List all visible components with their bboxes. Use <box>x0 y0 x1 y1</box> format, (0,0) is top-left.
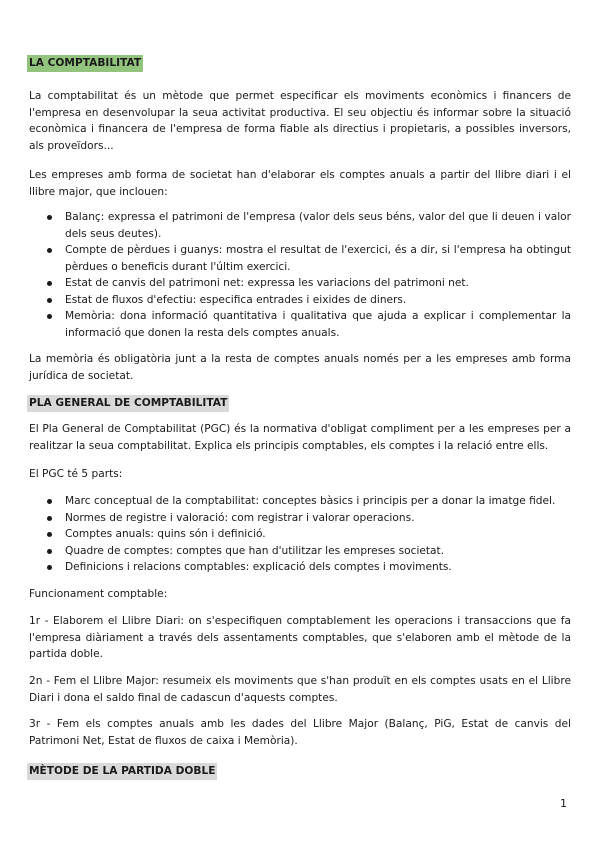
list-item: Memòria: dona informació quantitativa i qualitativa que ajuda a explicar i complementar la informació que donen la resta dels comptes anuals. <box>29 308 571 341</box>
paragraph-step-1: 1r - Elaborem el Llibre Diari: on s'especifiquen comptablement les operacions i transaccions que fa l'empresa diàriament a través dels assentaments comptables, que s'elaboren amb el mètode de la partida doble. <box>29 615 571 660</box>
section-heading-metode: MÈTODE DE LA PARTIDA DOBLE <box>27 763 217 780</box>
paragraph-pgc-parts: El PGC té 5 parts: <box>29 468 123 480</box>
list-comptes-anuals <box>29 209 571 341</box>
list-pgc-parts <box>29 493 571 576</box>
list-item: Comptes anuals: quins són i definició. <box>29 526 571 543</box>
paragraph-pgc: El Pla General de Comptabilitat (PGC) és la normativa d'obligat compliment per a les empreses per a realitzar la seua comptabilitat. Explica els principis comptables, els comptes i la relació entre ells. <box>29 423 571 452</box>
list-item: Estat de canvis del patrimoni net: expressa les variacions del patrimoni net. <box>29 275 571 292</box>
list-item: Definicions i relacions comptables: explicació dels comptes i moviments. <box>29 559 571 576</box>
list-item: Normes de registre i valoració: com registrar i valorar operacions. <box>29 510 571 527</box>
section-heading-pla-general: PLA GENERAL DE COMPTABILITAT <box>27 395 229 412</box>
paragraph-step-2: 2n - Fem el Llibre Major: resumeix els moviments que s'han produït en els comptes usats en el Llibre Diari i dona el saldo final de cadascun d'aquests comptes. <box>29 675 571 704</box>
list-item: Compte de pèrdues i guanys: mostra el resultat de l'exercici, és a dir, si l'empresa ha obtingut pèrdues o beneficis durant l'últim exercici. <box>29 242 571 275</box>
paragraph-funcionament: Funcionament comptable: <box>29 588 168 600</box>
paragraph-comptes-anuals: Les empreses amb forma de societat han d'elaborar els comptes anuals a partir del llibre diari i el llibre major, que inclouen: <box>29 169 571 198</box>
paragraph-memoria: La memòria és obligatòria junt a la resta de comptes anuals només per a les empreses amb forma jurídica de societat. <box>29 353 571 382</box>
section-heading-comptabilitat: LA COMPTABILITAT <box>27 55 143 72</box>
paragraph-step-3: 3r - Fem els comptes anuals amb les dades del Llibre Major (Balanç, PiG, Estat de canvis del Patrimoni Net, Estat de fluxos de caixa i Memòria). <box>29 718 571 747</box>
page-number: 1 <box>560 797 567 810</box>
paragraph-intro: La comptabilitat és un mètode que permet especificar els moviments econòmics i financers de l'empresa en desenvolupar la seua activitat productiva. El seu objectiu és informar sobre la situació econòmica i financera de l'empresa de forma fiable als directius i propietaris, a possibles inversors, als proveïdors... <box>29 90 571 152</box>
list-item: Marc conceptual de la comptabilitat: conceptes bàsics i principis per a donar la imatge fidel. <box>29 493 571 510</box>
list-item: Estat de fluxos d'efectiu: especifica entrades i eixides de diners. <box>29 292 571 309</box>
list-item: Quadre de comptes: comptes que han d'utilitzar les empreses societat. <box>29 543 571 560</box>
list-item: Balanç: expressa el patrimoni de l'empresa (valor dels seus béns, valor del que li deuen i valor dels seus deutes). <box>29 209 571 242</box>
